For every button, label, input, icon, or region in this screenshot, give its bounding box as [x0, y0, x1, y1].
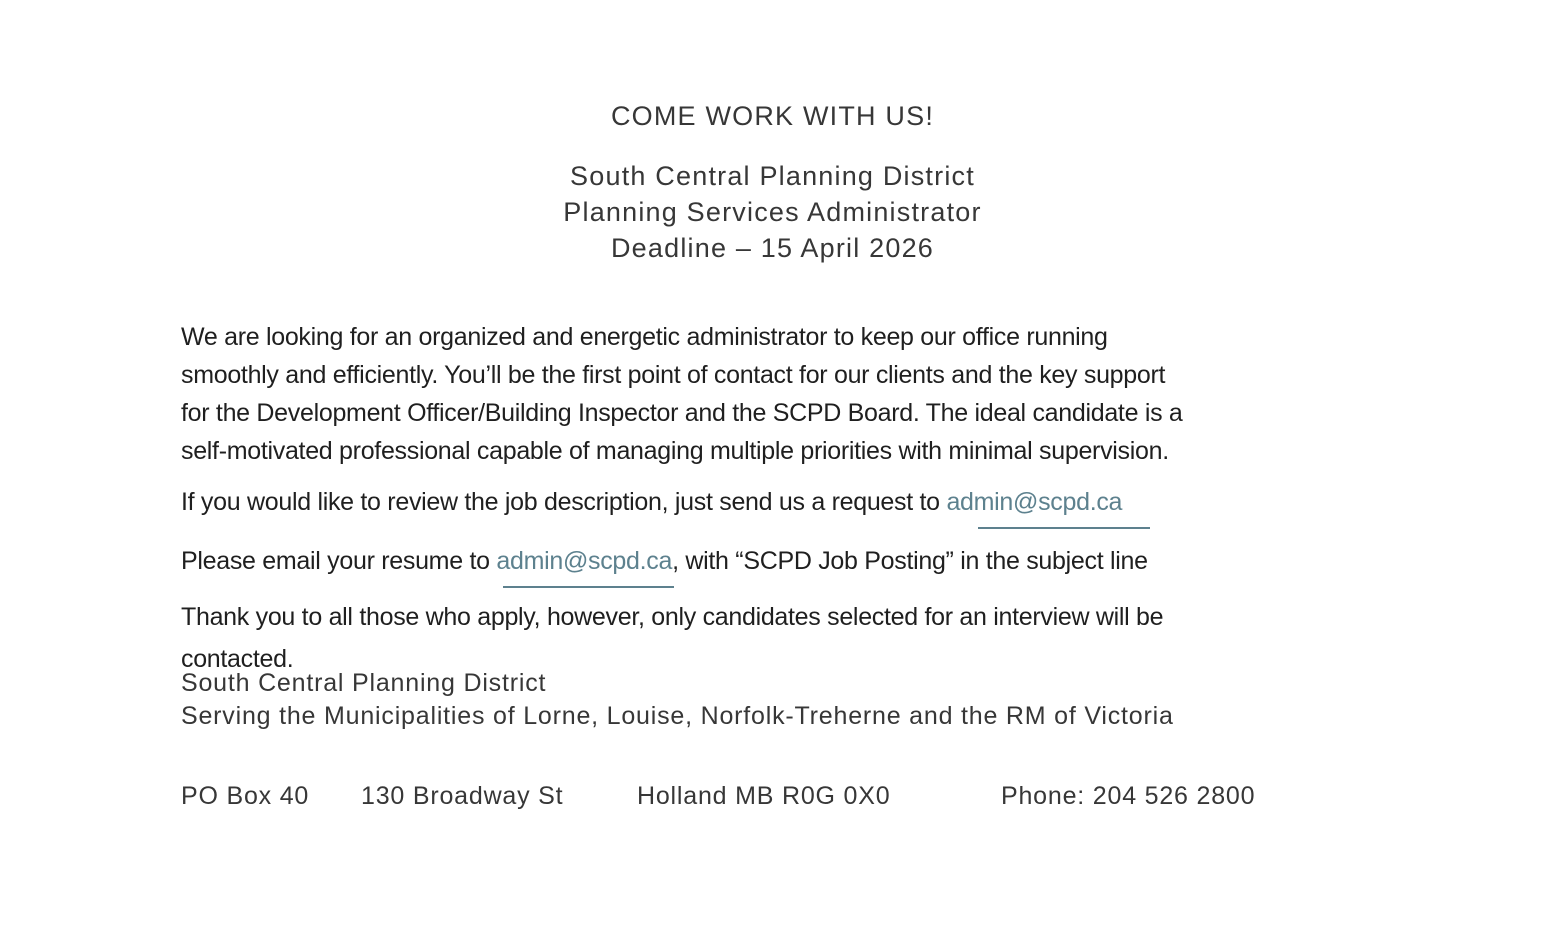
- posting-header: [0, 158, 1545, 266]
- request-line: [181, 483, 1122, 521]
- thanks-line: contacted.: [181, 645, 294, 673]
- thanks-line: Thank you to all those who apply, however, only candidates selected for an interview will be: [181, 603, 1164, 631]
- city-postal: Holland MB R0G 0X0: [637, 782, 891, 810]
- email-link[interactable]: admin@scpd.ca: [946, 483, 1122, 521]
- request-text: If you would like to review the job description, just send us a request to: [181, 488, 947, 516]
- email-link[interactable]: admin@scpd.ca: [496, 542, 672, 580]
- street-address: 130 Broadway St: [361, 782, 564, 810]
- intro-line: for the Development Officer/Building Inspector and the SCPD Board. The ideal candidate is a: [181, 399, 1183, 427]
- resume-line: [181, 542, 1148, 580]
- phone-number: Phone: 204 526 2800: [1001, 782, 1256, 810]
- footer-serving-line: Serving the Municipalities of Lorne, Louise, Norfolk-Treherne and the RM of Victoria: [181, 702, 1174, 730]
- footer-org-name: South Central Planning District: [181, 669, 547, 697]
- intro-line: We are looking for an organized and energetic administrator to keep our office running: [181, 323, 1108, 351]
- intro-line: self-motivated professional capable of managing multiple priorities with minimal supervision.: [181, 437, 1169, 465]
- deadline: Deadline – 15 April 2026: [610, 233, 935, 263]
- page-title: COME WORK WITH US!: [610, 101, 935, 131]
- intro-paragraph: [181, 318, 1183, 470]
- resume-text-suffix: , with “SCPD Job Posting” in the subject line: [672, 547, 1148, 575]
- footer-org-block: [181, 667, 1174, 733]
- po-box: PO Box 40: [181, 782, 310, 810]
- org-name: South Central Planning District: [570, 161, 975, 191]
- intro-line: smoothly and efficiently. You’ll be the first point of contact for our clients and the key support: [181, 361, 1166, 389]
- resume-text-prefix: Please email your resume to: [181, 547, 497, 575]
- role-title: Planning Services Administrator: [563, 197, 982, 227]
